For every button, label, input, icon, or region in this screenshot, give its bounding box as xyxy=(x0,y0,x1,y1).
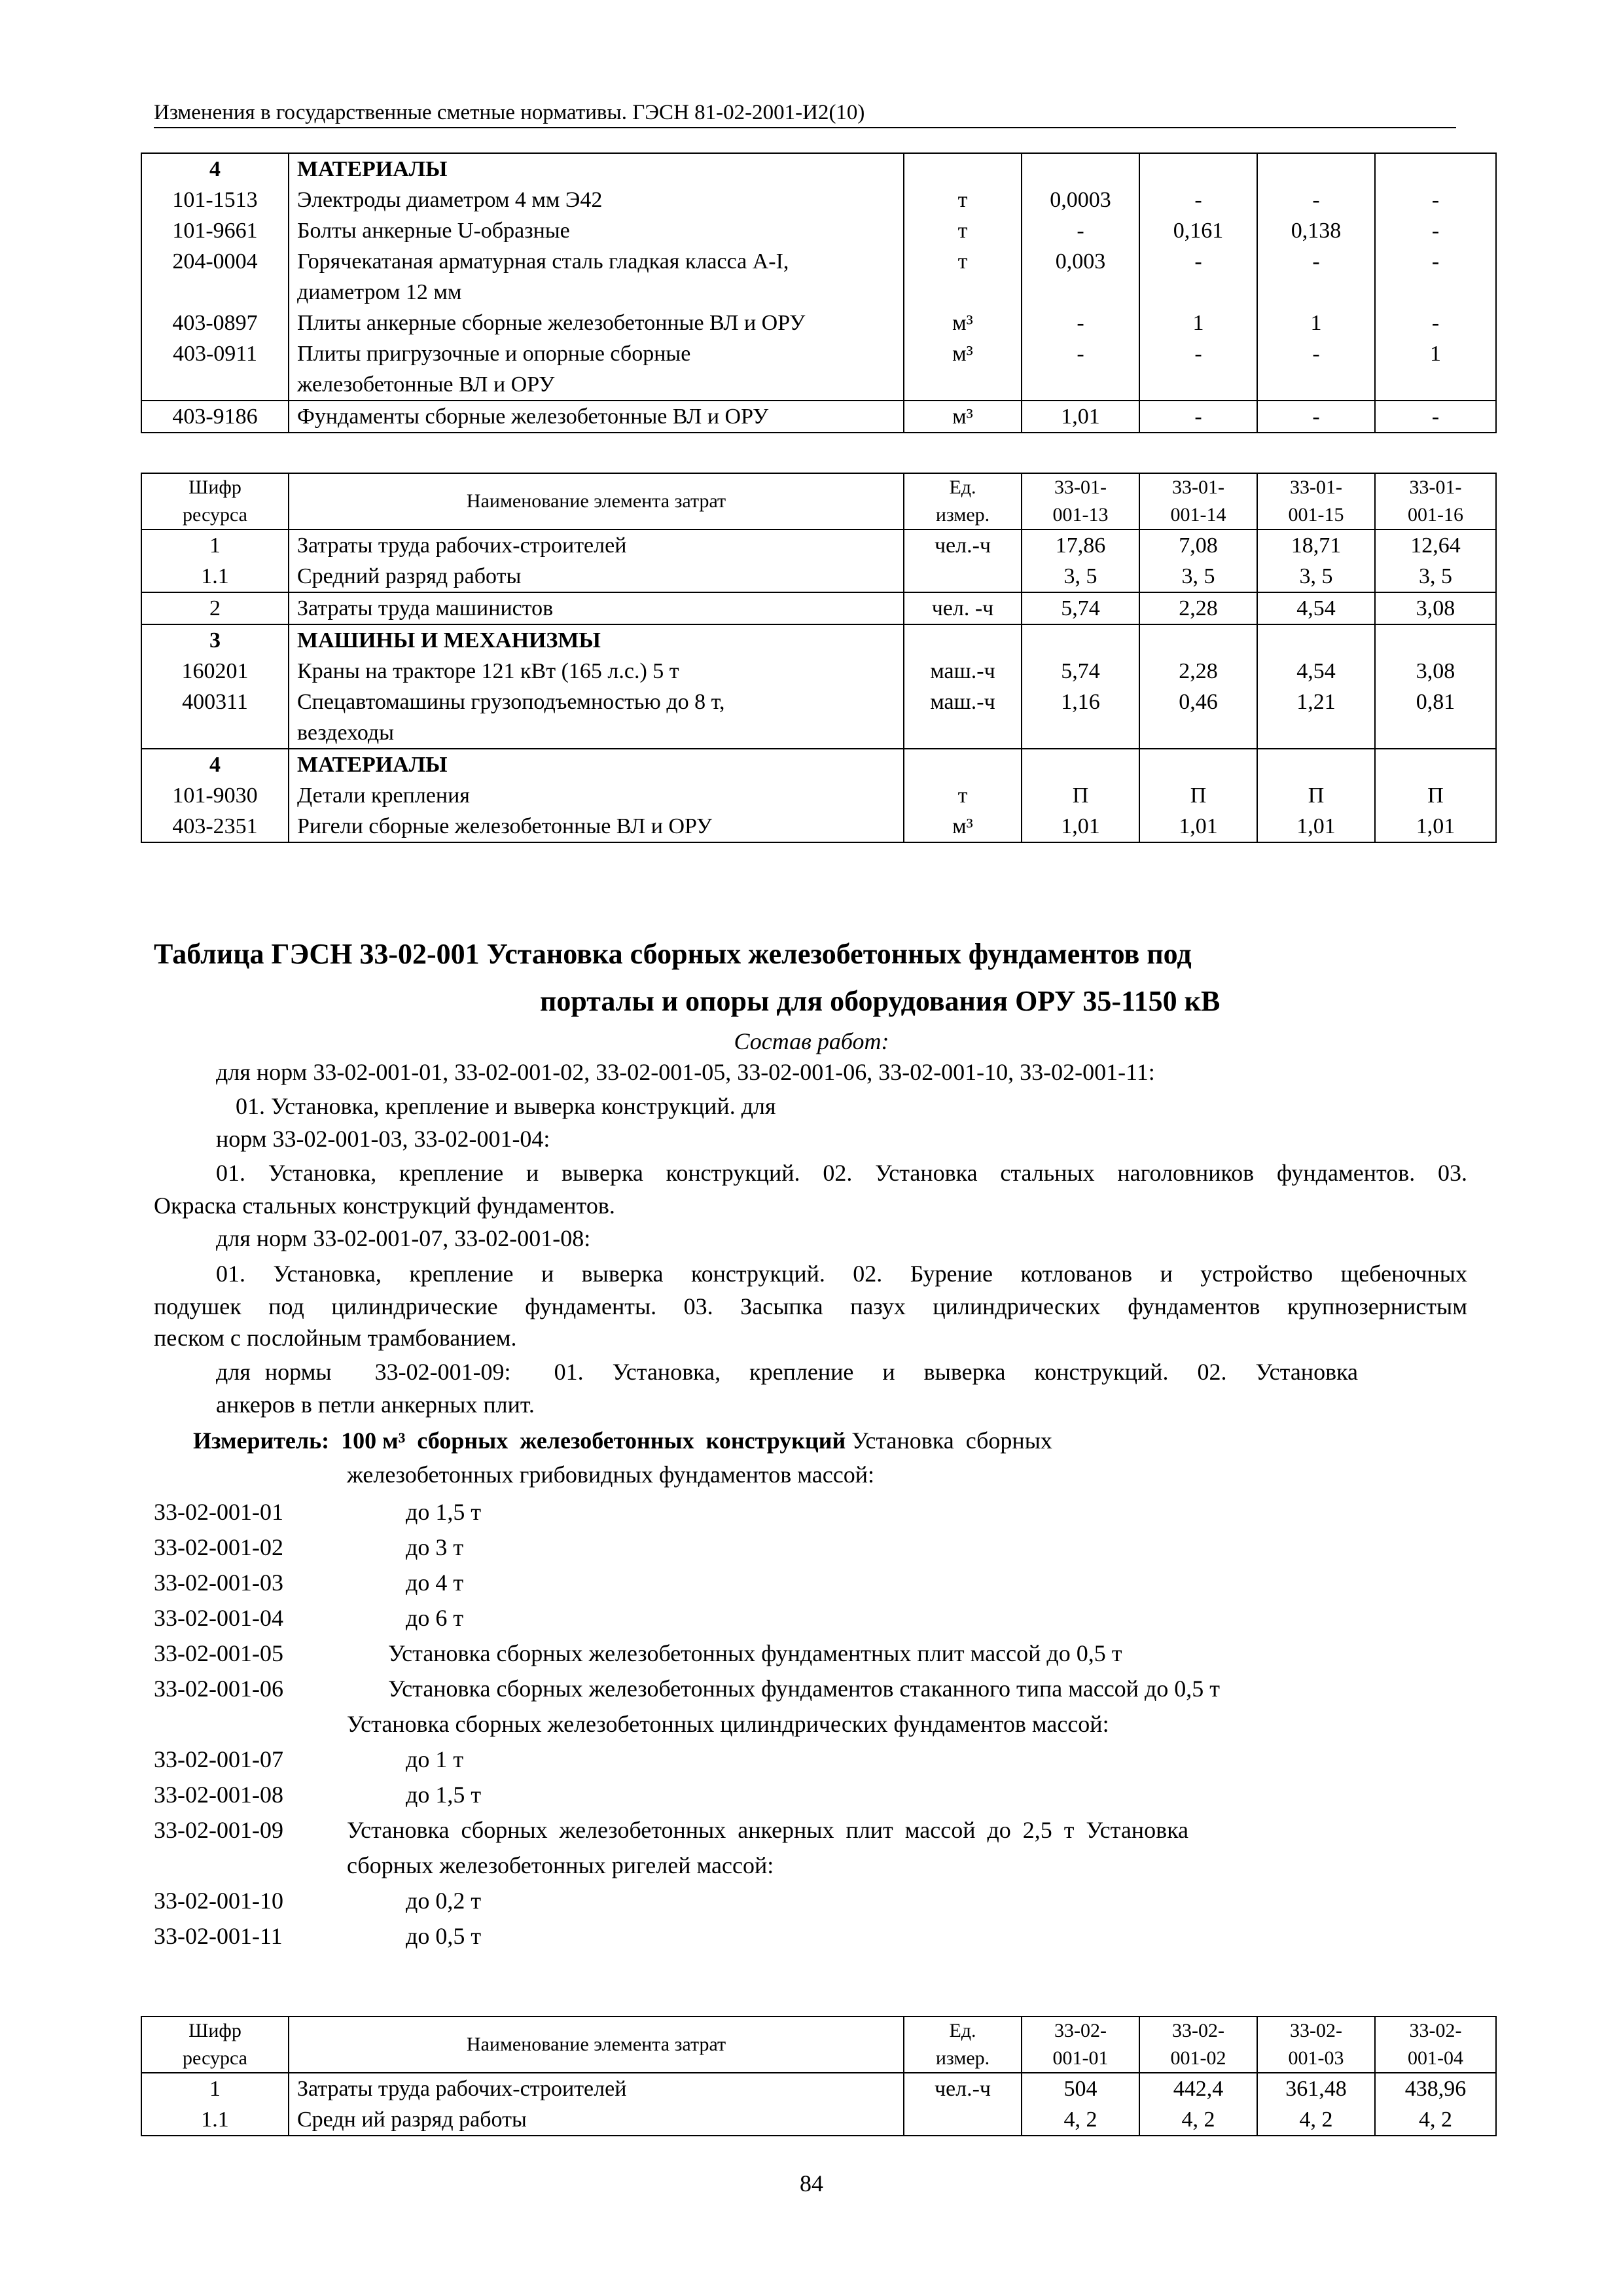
row-value: 1,01 xyxy=(1022,811,1139,842)
header-code: Шифр ресурса xyxy=(141,2017,289,2073)
header-norm-code: 33-02- 001-02 xyxy=(1139,2017,1257,2073)
header-name: Наименование элемента затрат xyxy=(289,473,904,529)
row-unit: маш.-ч xyxy=(904,656,1022,687)
row-unit: чел.-ч xyxy=(904,2073,1022,2104)
row-value: 5,74 xyxy=(1022,592,1139,624)
row-code: 403-0911 xyxy=(141,338,289,401)
row-value: 4, 2 xyxy=(1375,2104,1496,2136)
row-code: 403-9186 xyxy=(141,401,289,433)
row-unit: т xyxy=(904,185,1022,215)
row-value: 1 xyxy=(1139,308,1257,338)
row-name: Затраты труда машинистов xyxy=(289,592,904,624)
row-value: - xyxy=(1257,185,1375,215)
row-code: 1 xyxy=(141,2073,289,2104)
header-norm-code: 33-01- 001-16 xyxy=(1375,473,1496,529)
row-value: 442,4 xyxy=(1139,2073,1257,2104)
row-unit: м³ xyxy=(904,811,1022,842)
row-value: П xyxy=(1257,780,1375,811)
row-code: 4 xyxy=(141,749,289,780)
row-code: 2 xyxy=(141,592,289,624)
row-name: Фундаменты сборные железобетонные ВЛ и ОРУ xyxy=(289,401,904,433)
row-value: 4, 2 xyxy=(1257,2104,1375,2136)
resources-table-33-01-001 xyxy=(141,473,1497,843)
row-value: 3, 5 xyxy=(1375,561,1496,592)
row-code: 1.1 xyxy=(141,2104,289,2136)
row-code: 403-0897 xyxy=(141,308,289,338)
table-header-row xyxy=(141,473,1496,529)
row-value: - xyxy=(1375,215,1496,246)
meter-line-2: железобетонных грибовидных фундаментов массой: xyxy=(347,1462,874,1488)
composition-line: для нормы 33-02-001-09: 01. Установка, крепление и выверка конструкций. 02. Установка xyxy=(216,1359,1358,1385)
row-unit: м³ xyxy=(904,401,1022,433)
table-row xyxy=(141,687,1496,749)
meter-line xyxy=(193,1427,1052,1454)
table-title-line-1: Таблица ГЭСН 33-02-001 Установка сборных железобетонных фундаментов под xyxy=(154,938,1192,970)
row-name: Болты анкерные U-образные xyxy=(289,215,904,246)
row-value: 1,01 xyxy=(1139,811,1257,842)
row-value: - xyxy=(1022,308,1139,338)
row-value: 0,81 xyxy=(1375,687,1496,749)
row-unit: м³ xyxy=(904,338,1022,401)
row-code: 204-0004 xyxy=(141,246,289,308)
row-value: 3,08 xyxy=(1375,592,1496,624)
row-value: 17,86 xyxy=(1022,529,1139,561)
row-value: 2,28 xyxy=(1139,656,1257,687)
row-unit: маш.-ч xyxy=(904,687,1022,749)
row-value: 1,01 xyxy=(1375,811,1496,842)
row-value: 1,01 xyxy=(1022,401,1139,433)
row-code: 3 xyxy=(141,624,289,656)
row-value: - xyxy=(1139,185,1257,215)
row-name: Затраты труда рабочих-строителей xyxy=(289,2073,904,2104)
row-value: - xyxy=(1139,246,1257,308)
row-code: 1 xyxy=(141,529,289,561)
row-code: 1.1 xyxy=(141,561,289,592)
row-name: МАТЕРИАЛЫ xyxy=(289,153,904,185)
row-name: Плиты анкерные сборные железобетонные ВЛ и ОРУ xyxy=(289,308,904,338)
composition-line: норм 33-02-001-03, 33-02-001-04: xyxy=(216,1126,550,1152)
row-value: 0,138 xyxy=(1257,215,1375,246)
composition-line: для норм 33-02-001-07, 33-02-001-08: xyxy=(216,1225,591,1251)
row-value: 3, 5 xyxy=(1022,561,1139,592)
table-row xyxy=(141,246,1496,308)
row-name: Детали крепления xyxy=(289,780,904,811)
document-page: Изменения в государственные сметные нормативы. ГЭСН 81-02-2001-И2(10) 4 МАТЕРИАЛЫ 101-1513 Электроды диаметром 4 мм Э42 т 0,0003 - - - 101-9661 Болты анкерные U-образные т - 0,161 0,138 - 204-0004 Горячекатаная арматурная сталь гладкая класса А-I, диаметром 12 мм т 0,003 - - - 403-0897 Плиты анкерные сборные железобетонные ВЛ и ОРУ м³ - 1 1 - 403-0911 Плиты пригрузочные и опорные сборные железобетонные ВЛ и ОРУ м³ - - - 1 403-9186 Фундаменты сборные железобетонные ВЛ и ОРУ м³ 1,01 - - - Шифр ресурса Наименование элемента затрат Ед. измер. 33-01- 001-13 33-01- 001-14 33-01- 001-15 33-01- 001-16 1 Затраты труда рабочих-строителей чел.-ч 17,86 7,08 18,71 12,64 1.1 Средний разряд работы 3, 5 3, 5 3, 5 3, 5 2 Затраты труда машинистов чел. -ч 5,74 2,28 4,54 3,08 3 МАШИНЫ И МЕХАНИЗМЫ 160201 Краны на тракторе 121 кВт (165 л.с.) 5 т маш.-ч 5,74 2,28 4,54 3,08 400311 Спецавтомашины грузоподъемностью до 8 т, вездеходы маш.-ч 1,16 0,46 1,21 0,81 4 МАТЕРИАЛЫ 101-9030 Детали крепления т П П П П 403-2351 Ригели сборные железобетонные ВЛ и ОРУ м³ 1,01 1,01 1,01 1,01 Таблица ГЭСН 33-02-001 Установка сборных железобетонных фундаментов под порталы и опоры для оборудования ОРУ 35-1150 кВ Состав работ: для норм 33-02-001-01, 33-02-001-02, 33-02-001-05, 33-02-001-06, 33-02-001-10, 33-02-001-11: 01. Установка, крепление и выверка конструкций. для норм 33-02-001-03, 33-02-001-04: 01. Установка, крепление и выверка конструкций. 02. Установка стальных наголовников фундаментов. 03. Окраска стальных конструкций фундаментов. для норм 33-02-001-07, 33-02-001-08: 01. Установка, крепление и выверка конструкций. 02. Бурение котлованов и устройство щебеночных подушек под цилиндрические фундаменты. 03. Засыпка пазух цилиндрических фундаментов крупнозернистым песком с послойным трамбованием. для нормы 33-02-001-09: 01. Установка, крепление и выверка конструкций. 02. Установка анкеров в петли анкерных плит. Измеритель: 100 м³ сборных железобетонных конструкций Установка сборных железобетонных грибовидных фундаментов массой: 33-02-001-01 до 1,5 т 33-02-001-02 до 3 т 33-02-001-03 до 4 т 33-02-001-04 до 6 т 33-02-001-05 Установка сборных железобетонных фундаментных плит массой до 0,5 т 33-02-001-06 Установка сборных железобетонных фундаментов стаканного типа массой до 0,5 т Установка сборных железобетонных цилиндрических фундаментов массой: 33-02-001-07 до 1 т 33-02-001-08 до 1,5 т 33-02-001-09 Установка сборных железобетонных анкерных плит массой до 2,5 т Установка сборных железобетонных ригелей массой: 33-02-001-10 до 0,2 т 33-02-001-11 до 0,5 т Шифр ресурса Наименование элемента затрат Ед. измер. 33-02- 001-01 33-02- 001-02 33-02- 001-03 33-02- 001-04 1 Затраты труда рабочих-строителей чел.-ч 504 442,4 361,48 438,96 1.1 Средн ий разряд работы 4, 2 4, 2 4, 2 4, 2 84 xyxy=(0,0,1623,2296)
row-code: 160201 xyxy=(141,656,289,687)
row-value: - xyxy=(1375,246,1496,308)
composition-line: песком с послойным трамбованием. xyxy=(154,1325,517,1351)
row-value: - xyxy=(1022,215,1139,246)
row-value: 12,64 xyxy=(1375,529,1496,561)
row-unit: м³ xyxy=(904,308,1022,338)
row-code: 403-2351 xyxy=(141,811,289,842)
row-value: 3, 5 xyxy=(1139,561,1257,592)
row-unit: т xyxy=(904,246,1022,308)
row-value: 5,74 xyxy=(1022,656,1139,687)
table-row xyxy=(141,529,1496,561)
page-number: 84 xyxy=(800,2170,823,2197)
row-value: 7,08 xyxy=(1139,529,1257,561)
table-row xyxy=(141,308,1496,338)
row-unit: чел. -ч xyxy=(904,592,1022,624)
table-title-line-2: порталы и опоры для оборудования ОРУ 35-1150 кВ xyxy=(540,985,1221,1017)
table-row xyxy=(141,215,1496,246)
row-code: 4 xyxy=(141,153,289,185)
row-value: - xyxy=(1257,246,1375,308)
row-value: - xyxy=(1375,185,1496,215)
row-name: Плиты пригрузочные и опорные сборные железобетонные ВЛ и ОРУ xyxy=(289,338,904,401)
composition-line: 01. Установка, крепление и выверка конструкций. для xyxy=(236,1093,776,1119)
row-name: Средн ий разряд работы xyxy=(289,2104,904,2136)
row-value: - xyxy=(1022,338,1139,401)
table-row xyxy=(141,624,1496,656)
row-name: Затраты труда рабочих-строителей xyxy=(289,529,904,561)
row-value: 361,48 xyxy=(1257,2073,1375,2104)
composition-line: для норм 33-02-001-01, 33-02-001-02, 33-02-001-05, 33-02-001-06, 33-02-001-10, 33-02-001-11: xyxy=(216,1059,1155,1085)
table-row xyxy=(141,401,1496,433)
row-unit xyxy=(904,2104,1022,2136)
row-value: 18,71 xyxy=(1257,529,1375,561)
row-value: 4,54 xyxy=(1257,656,1375,687)
row-name: МАШИНЫ И МЕХАНИЗМЫ xyxy=(289,624,904,656)
row-value: - xyxy=(1257,401,1375,433)
row-value: 0,003 xyxy=(1022,246,1139,308)
header-unit: Ед. измер. xyxy=(904,2017,1022,2073)
header-code: Шифр ресурса xyxy=(141,473,289,529)
row-name: Горячекатаная арматурная сталь гладкая класса А-I, диаметром 12 мм xyxy=(289,246,904,308)
table-row xyxy=(141,592,1496,624)
header-norm-code: 33-02- 001-04 xyxy=(1375,2017,1496,2073)
meter-rest: Установка сборных xyxy=(846,1427,1052,1454)
header-unit: Ед. измер. xyxy=(904,473,1022,529)
row-value: 4,54 xyxy=(1257,592,1375,624)
header-norm-code: 33-01- 001-15 xyxy=(1257,473,1375,529)
row-unit: чел.-ч xyxy=(904,529,1022,561)
row-name: Ригели сборные железобетонные ВЛ и ОРУ xyxy=(289,811,904,842)
table-row xyxy=(141,2073,1496,2104)
running-header: Изменения в государственные сметные нормативы. ГЭСН 81-02-2001-И2(10) xyxy=(154,99,1456,128)
row-value: 3, 5 xyxy=(1257,561,1375,592)
row-unit: т xyxy=(904,215,1022,246)
table-row xyxy=(141,656,1496,687)
row-name: Электроды диаметром 4 мм Э42 xyxy=(289,185,904,215)
row-value: - xyxy=(1139,401,1257,433)
row-value: 1,16 xyxy=(1022,687,1139,749)
table-header-row xyxy=(141,2017,1496,2073)
row-code: 101-9661 xyxy=(141,215,289,246)
row-value: 1,01 xyxy=(1257,811,1375,842)
header-norm-code: 33-01- 001-14 xyxy=(1139,473,1257,529)
header-norm-code: 33-02- 001-01 xyxy=(1022,2017,1139,2073)
row-value: - xyxy=(1139,338,1257,401)
composition-line: 01. Установка, крепление и выверка конструкций. 02. Бурение котлованов и устройство щебеночных xyxy=(216,1261,1467,1287)
materials-table-continued xyxy=(141,152,1497,433)
meter-label: Измеритель: 100 м³ сборных железобетонных конструкций xyxy=(193,1427,846,1454)
table-row xyxy=(141,561,1496,592)
row-name: Спецавтомашины грузоподъемностью до 8 т, вездеходы xyxy=(289,687,904,749)
row-value: 4, 2 xyxy=(1022,2104,1139,2136)
row-value: 504 xyxy=(1022,2073,1139,2104)
row-name: Средний разряд работы xyxy=(289,561,904,592)
row-value: 438,96 xyxy=(1375,2073,1496,2104)
row-value: - xyxy=(1375,401,1496,433)
row-value: 1,21 xyxy=(1257,687,1375,749)
row-value: П xyxy=(1022,780,1139,811)
table-row xyxy=(141,749,1496,780)
row-value: 3,08 xyxy=(1375,656,1496,687)
row-value: 0,161 xyxy=(1139,215,1257,246)
row-value: 0,46 xyxy=(1139,687,1257,749)
table-row xyxy=(141,338,1496,401)
row-code: 101-9030 xyxy=(141,780,289,811)
row-name: Краны на тракторе 121 кВт (165 л.с.) 5 т xyxy=(289,656,904,687)
row-value: - xyxy=(1257,338,1375,401)
resources-table-33-02-001 xyxy=(141,2016,1497,2136)
table-row xyxy=(141,780,1496,811)
row-code: 101-1513 xyxy=(141,185,289,215)
table-title xyxy=(154,931,1495,1025)
row-value: П xyxy=(1139,780,1257,811)
row-value: - xyxy=(1375,308,1496,338)
row-value: П xyxy=(1375,780,1496,811)
row-name: МАТЕРИАЛЫ xyxy=(289,749,904,780)
composition-title: Состав работ: xyxy=(734,1028,889,1054)
row-unit xyxy=(904,561,1022,592)
table-row xyxy=(141,185,1496,215)
row-value: 1 xyxy=(1257,308,1375,338)
table-row xyxy=(141,153,1496,185)
row-unit: т xyxy=(904,780,1022,811)
table-row xyxy=(141,811,1496,842)
row-value: 1 xyxy=(1375,338,1496,401)
composition-line: 01. Установка, крепление и выверка конструкций. 02. Установка стальных наголовников фундаментов. 03. xyxy=(216,1160,1467,1186)
header-norm-code: 33-01- 001-13 xyxy=(1022,473,1139,529)
composition-line: анкеров в петли анкерных плит. xyxy=(216,1391,535,1418)
row-code: 400311 xyxy=(141,687,289,749)
header-name: Наименование элемента затрат xyxy=(289,2017,904,2073)
header-norm-code: 33-02- 001-03 xyxy=(1257,2017,1375,2073)
composition-line: подушек под цилиндрические фундаменты. 03. Засыпка пазух цилиндрических фундаментов крупнозернистым xyxy=(154,1293,1467,1319)
table-row xyxy=(141,2104,1496,2136)
composition-line: Окраска стальных конструкций фундаментов. xyxy=(154,1193,615,1219)
row-value: 2,28 xyxy=(1139,592,1257,624)
row-value: 4, 2 xyxy=(1139,2104,1257,2136)
row-value: 0,0003 xyxy=(1022,185,1139,215)
